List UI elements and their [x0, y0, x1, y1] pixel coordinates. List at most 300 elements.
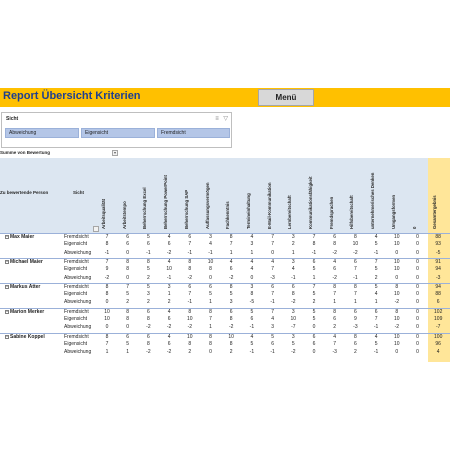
value-cell: 0: [312, 349, 316, 356]
sicht-cell: Eigensicht: [64, 316, 88, 322]
column-header-label: Umgangsformen: [390, 194, 396, 229]
value-cell: 4: [229, 258, 233, 265]
column-header-label: unternehmerisches Denken: [370, 172, 376, 229]
value-cell: 8: [188, 258, 192, 265]
value-cell: 2: [374, 274, 378, 281]
value-cell: 4: [374, 333, 378, 340]
value-cell: 6: [271, 340, 274, 347]
value-cell: 3: [250, 241, 254, 248]
value-cell: 0: [126, 324, 130, 331]
value-cell: 5: [229, 291, 233, 298]
sicht-filter-dropdown[interactable]: [93, 226, 99, 232]
value-cell: 10: [104, 316, 110, 322]
value-cell: 4: [374, 291, 378, 298]
menu-button[interactable]: Menü: [258, 89, 314, 106]
table-row: [0, 283, 450, 291]
collapse-icon[interactable]: −: [6, 309, 9, 314]
collapse-icon[interactable]: −: [6, 284, 9, 289]
value-cell: 4: [374, 234, 378, 240]
value-cell: -2: [228, 274, 234, 281]
value-cell: 7: [333, 291, 337, 298]
value-cell: 0: [416, 241, 419, 248]
value-cell: 8: [126, 316, 130, 322]
sicht-cell: Abweichung: [64, 274, 92, 281]
value-cell: 8: [147, 340, 150, 347]
value-cell: 0: [395, 249, 399, 256]
value-cell: -7: [291, 324, 296, 331]
value-cell: 6: [167, 241, 171, 248]
table-row: [0, 233, 450, 241]
value-cell: -2: [166, 324, 172, 331]
value-cell: -2: [166, 249, 172, 256]
person-group-label[interactable]: [5, 334, 45, 340]
value-cell: 1: [209, 299, 212, 306]
value-cell: 10: [394, 266, 400, 273]
value-cell: 6: [312, 258, 316, 265]
table-row: [0, 299, 450, 307]
value-cell: 10: [352, 241, 359, 248]
value-cell: 8: [229, 340, 233, 347]
value-cell: -1: [373, 349, 379, 356]
sicht-cell: Fremdsicht: [64, 308, 89, 315]
value-cell: 0: [416, 249, 419, 256]
column-header: [100, 161, 118, 229]
value-cell: 5: [126, 340, 130, 347]
value-cell: 0: [126, 249, 130, 256]
value-cell: 8: [354, 283, 357, 290]
value-cell: -2: [394, 299, 400, 306]
column-header: [121, 161, 139, 229]
sicht-cell: Fremdsicht: [64, 234, 89, 240]
collapse-icon[interactable]: −: [6, 259, 9, 264]
column-header-label: Hilfsbereitschaft: [349, 195, 355, 229]
value-cell: 0: [312, 324, 316, 331]
value-cell: 5: [374, 241, 378, 248]
value-cell: 1: [209, 324, 212, 331]
value-cell: 10: [187, 316, 193, 322]
value-cell: 8: [126, 258, 130, 265]
column-header: [245, 161, 263, 229]
value-cell: 5: [250, 308, 254, 315]
column-header: [162, 161, 180, 229]
total-cell: 96: [435, 340, 441, 347]
value-cell: 7: [271, 241, 274, 248]
value-cell: 10: [394, 241, 400, 248]
value-cell: 4: [271, 316, 274, 322]
value-cell: -1: [187, 299, 193, 306]
value-cell: 5: [147, 234, 150, 240]
table-row: [0, 241, 450, 249]
value-cell: 8: [126, 266, 130, 273]
value-cell: 8: [229, 316, 233, 322]
value-cell: 3: [271, 324, 274, 331]
total-cell: 94: [435, 283, 441, 290]
value-cell: 8: [209, 340, 212, 347]
value-cell: -2: [332, 274, 337, 281]
value-cell: 1: [374, 299, 378, 306]
value-cell: -1: [270, 349, 275, 356]
person-column-header: Zu bewertende Person: [0, 190, 49, 195]
table-row: [0, 250, 450, 258]
value-cell: 10: [207, 258, 214, 265]
column-header-label: Fremdsprachen: [328, 196, 334, 229]
value-cell: 3: [291, 258, 295, 265]
value-cell: 7: [374, 316, 378, 322]
value-cell: 8: [188, 266, 192, 273]
column-header: [224, 161, 242, 229]
value-cell: 1: [167, 291, 171, 298]
value-cell: 6: [229, 308, 233, 315]
value-cell: 7: [105, 234, 109, 240]
table-row: [0, 308, 450, 316]
value-cell: -2: [353, 249, 358, 256]
person-group-label[interactable]: [5, 234, 34, 240]
value-cell: 2: [312, 299, 316, 306]
value-cell: 8: [229, 234, 233, 240]
value-cell: 8: [291, 291, 295, 298]
column-header: [204, 161, 222, 229]
total-cell: 4: [436, 349, 440, 356]
value-cell: -1: [373, 249, 379, 256]
table-row: [0, 266, 450, 274]
value-cell: -2: [394, 324, 400, 331]
value-cell: 7: [354, 266, 357, 273]
total-cell: 88: [435, 291, 441, 298]
value-cell: 10: [394, 340, 400, 347]
value-cell: 2: [188, 349, 192, 356]
value-cell: -2: [104, 274, 110, 281]
sicht-cell: Fremdsicht: [64, 333, 89, 340]
table-row: [0, 316, 450, 324]
value-cell: 4: [250, 234, 254, 240]
value-cell: 6: [333, 266, 337, 273]
column-header-label: Termineinhaltung: [245, 193, 251, 229]
table-row: [0, 341, 450, 349]
sicht-slicer: [1, 112, 232, 148]
value-cell: 3: [291, 333, 295, 340]
value-cell: 0: [416, 283, 419, 290]
total-cell: 93: [435, 241, 441, 248]
value-cell: 6: [250, 316, 254, 322]
value-cell: 6: [209, 283, 212, 290]
total-cell: 88: [435, 234, 441, 240]
value-cell: 3: [167, 283, 171, 290]
value-cell: 7: [271, 266, 274, 273]
value-cell: -1: [249, 324, 255, 331]
value-cell: 6: [291, 283, 295, 290]
value-cell: -1: [353, 274, 358, 281]
total-cell: 6: [436, 299, 440, 306]
column-header: [390, 161, 408, 229]
value-cell: 6: [188, 283, 192, 290]
value-cell: -2: [291, 349, 296, 356]
value-cell: -1: [270, 299, 275, 306]
value-cell: 1: [126, 349, 130, 356]
value-cell: 5: [312, 291, 316, 298]
value-cell: 0: [416, 333, 419, 340]
value-cell: 5: [209, 291, 212, 298]
value-cell: 3: [147, 291, 150, 298]
sicht-cell: Eigensicht: [64, 266, 88, 273]
person-group-label[interactable]: [5, 284, 40, 290]
value-cell: 10: [187, 333, 193, 340]
value-cell: 9: [354, 316, 357, 322]
value-cell: -3: [270, 274, 275, 281]
value-cell: 7: [312, 234, 316, 240]
sicht-cell: Abweichung: [64, 299, 92, 306]
value-cell: 4: [167, 234, 171, 240]
value-cell: 5: [374, 266, 378, 273]
collapse-icon[interactable]: −: [6, 235, 9, 239]
value-cell: 8: [147, 258, 150, 265]
value-cell: 10: [394, 333, 400, 340]
value-cell: 4: [333, 333, 337, 340]
person-group-label[interactable]: [5, 259, 43, 265]
value-cell: 8: [209, 333, 212, 340]
value-cell: 8: [188, 340, 192, 347]
value-cell: 6: [354, 340, 357, 347]
value-cell: 6: [333, 234, 337, 240]
value-cell: 1: [291, 249, 295, 256]
slicer-item-eigensicht[interactable]: Eigensicht: [81, 128, 155, 138]
column-header-label: Auffassungsvermögen: [204, 182, 210, 229]
value-cell: 8: [147, 316, 150, 322]
value-cell: 7: [354, 291, 357, 298]
value-cell: 10: [394, 291, 400, 298]
value-cell: 6: [126, 333, 130, 340]
value-cell: 0: [416, 324, 419, 331]
value-cell: -1: [208, 249, 213, 256]
value-cell: -1: [291, 274, 296, 281]
value-cell: 6: [354, 308, 357, 315]
column-header: [328, 161, 346, 229]
value-cell: -2: [187, 324, 193, 331]
value-cell: 6: [126, 241, 130, 248]
value-cell: -1: [373, 324, 379, 331]
table-row: [0, 324, 450, 332]
value-cell: 1: [333, 299, 337, 306]
value-cell: 0: [416, 340, 419, 347]
column-header-label: Beherrschung PowerPoint: [163, 175, 169, 229]
value-cell: 0: [271, 249, 274, 256]
value-cell: 6: [188, 234, 192, 240]
value-cell: 8: [105, 291, 109, 298]
value-cell: 6: [126, 234, 130, 240]
column-header-label: Beherrschung SAP: [183, 189, 189, 229]
value-cell: 0: [416, 299, 419, 306]
value-cell: -1: [104, 249, 110, 256]
value-cell: 0: [209, 274, 212, 281]
value-cell: 4: [333, 258, 337, 265]
value-cell: 4: [250, 258, 254, 265]
value-cell: 2: [354, 349, 357, 356]
value-cell: 7: [333, 340, 337, 347]
value-cell: 4: [209, 241, 212, 248]
value-cell: -3: [353, 324, 358, 331]
value-cell: 5: [126, 291, 130, 298]
multi-select-icon[interactable]: ≡: [215, 116, 219, 122]
value-cell: 2: [126, 299, 130, 306]
column-header-label: 0: [411, 226, 417, 229]
value-cell: 1: [312, 274, 316, 281]
column-header: [307, 161, 325, 229]
value-cell: 4: [167, 308, 171, 315]
collapse-icon[interactable]: −: [6, 334, 9, 339]
value-cell: 8: [105, 241, 109, 248]
value-cell: 5: [147, 283, 150, 290]
table-row: [0, 275, 450, 283]
value-cell: -1: [146, 249, 151, 256]
value-cell: 0: [250, 274, 254, 281]
value-cell: -2: [291, 299, 296, 306]
value-cell: 2: [147, 299, 150, 306]
value-cell: 3: [250, 283, 254, 290]
value-cell: 10: [290, 316, 297, 322]
value-cell: 6: [147, 241, 150, 248]
person-name: Sabine Koppel: [10, 333, 45, 340]
value-cell: 7: [188, 241, 192, 248]
value-cell: 6: [229, 266, 233, 273]
value-cell: 4: [291, 266, 295, 273]
slicer-item-abweichung[interactable]: Abweichung: [5, 128, 79, 138]
value-cell: 0: [416, 234, 419, 240]
value-cell: 1: [250, 249, 254, 256]
column-header: [431, 161, 449, 229]
value-cell: 0: [105, 324, 109, 331]
value-cell: 8: [126, 308, 130, 315]
value-cell: 0: [416, 266, 419, 273]
value-cell: -2: [166, 349, 172, 356]
value-cell: -2: [146, 324, 151, 331]
page-title: Report Übersicht Kriterien: [3, 90, 141, 102]
value-cell: 0: [416, 291, 419, 298]
value-cell: -1: [166, 274, 172, 281]
value-cell: 4: [250, 266, 254, 273]
value-cell: 5: [147, 266, 150, 273]
column-header-label: Lernbereitschaft: [287, 195, 293, 229]
value-cell: 8: [229, 283, 233, 290]
person-name: Max Maier: [10, 234, 35, 240]
slicer-item-fremdsicht[interactable]: Fremdsicht: [157, 128, 230, 138]
value-cell: 0: [416, 349, 419, 356]
value-cell: 8: [105, 333, 109, 340]
value-cell: 6: [312, 333, 316, 340]
value-cell: 7: [271, 308, 274, 315]
value-cell: 7: [188, 291, 192, 298]
value-cell: 7: [312, 283, 316, 290]
value-cell: 5: [271, 333, 274, 340]
value-cell: 8: [209, 308, 212, 315]
value-cell: 5: [312, 266, 316, 273]
value-cell: 6: [167, 316, 171, 322]
value-cell: 3: [229, 299, 233, 306]
column-header: [348, 161, 366, 229]
sicht-cell: Eigensicht: [64, 291, 88, 298]
sicht-cell: Abweichung: [64, 349, 92, 356]
value-cell: 0: [395, 349, 399, 356]
value-cell: 8: [105, 283, 109, 290]
value-cell: 0: [126, 274, 130, 281]
value-cell: 7: [271, 291, 274, 298]
column-header-label: Arbeitsqualität: [101, 198, 106, 229]
value-cell: 7: [229, 241, 233, 248]
value-cell: 5: [374, 283, 378, 290]
pivot-value-label: Summe von Bewertung: [0, 150, 51, 155]
value-cell: 8: [250, 291, 254, 298]
value-cell: 8: [333, 241, 337, 248]
value-cell: 0: [416, 308, 419, 315]
value-cell: -5: [249, 299, 255, 306]
value-cell: 5: [312, 308, 316, 315]
value-cell: 7: [209, 316, 212, 322]
value-cell: 2: [291, 241, 295, 248]
value-cell: 5: [374, 340, 378, 347]
table-row: [0, 333, 450, 341]
value-cell: 6: [333, 316, 337, 322]
value-cell: -2: [228, 324, 234, 331]
value-cell: 8: [354, 234, 357, 240]
value-cell: -1: [249, 349, 255, 356]
clear-filter-icon[interactable]: ▽: [223, 116, 228, 122]
column-header: [369, 161, 387, 229]
value-cell: 7: [271, 234, 274, 240]
value-filter-dropdown[interactable]: ▾: [113, 150, 116, 155]
value-cell: 6: [354, 258, 357, 265]
value-cell: 1: [229, 249, 233, 256]
column-header-label: Arbeitstempo: [121, 201, 127, 229]
column-header-label: E-Mail-Kommunikation: [266, 182, 272, 229]
value-cell: -2: [332, 249, 337, 256]
value-cell: 6: [374, 308, 378, 315]
value-cell: 2: [333, 324, 337, 331]
value-cell: 8: [333, 308, 337, 315]
value-cell: 6: [312, 340, 316, 347]
value-cell: 5: [291, 340, 295, 347]
value-cell: 7: [105, 340, 109, 347]
value-cell: 0: [416, 274, 419, 281]
value-cell: 2: [229, 349, 233, 356]
value-cell: 0: [395, 274, 399, 281]
value-cell: 1: [354, 299, 357, 306]
column-header: [286, 161, 304, 229]
value-cell: 0: [105, 299, 109, 306]
table-row: [0, 258, 450, 266]
value-cell: 7: [105, 258, 109, 265]
value-cell: 4: [271, 258, 274, 265]
slicer-title: Sicht: [6, 116, 19, 122]
total-cell: -5: [435, 249, 441, 256]
total-cell: 109: [434, 316, 443, 322]
value-cell: 5: [312, 316, 316, 322]
total-cell: -3: [435, 274, 441, 281]
value-cell: 4: [167, 258, 171, 265]
person-group-label[interactable]: [5, 309, 44, 315]
value-cell: -1: [187, 249, 193, 256]
column-header-label: Beherrschung Excel: [142, 187, 148, 229]
column-header: [141, 161, 159, 229]
value-cell: 0: [416, 258, 419, 265]
table-row: [0, 349, 450, 357]
column-header: [266, 161, 284, 229]
total-cell: 91: [435, 258, 441, 265]
value-cell: -1: [311, 249, 317, 256]
column-header-label: Gesamtergebnis: [432, 195, 438, 229]
value-cell: 7: [126, 283, 130, 290]
value-cell: 8: [209, 266, 212, 273]
total-cell: 102: [434, 308, 443, 315]
value-cell: -2: [146, 349, 151, 356]
sicht-cell: Fremdsicht: [64, 258, 89, 265]
